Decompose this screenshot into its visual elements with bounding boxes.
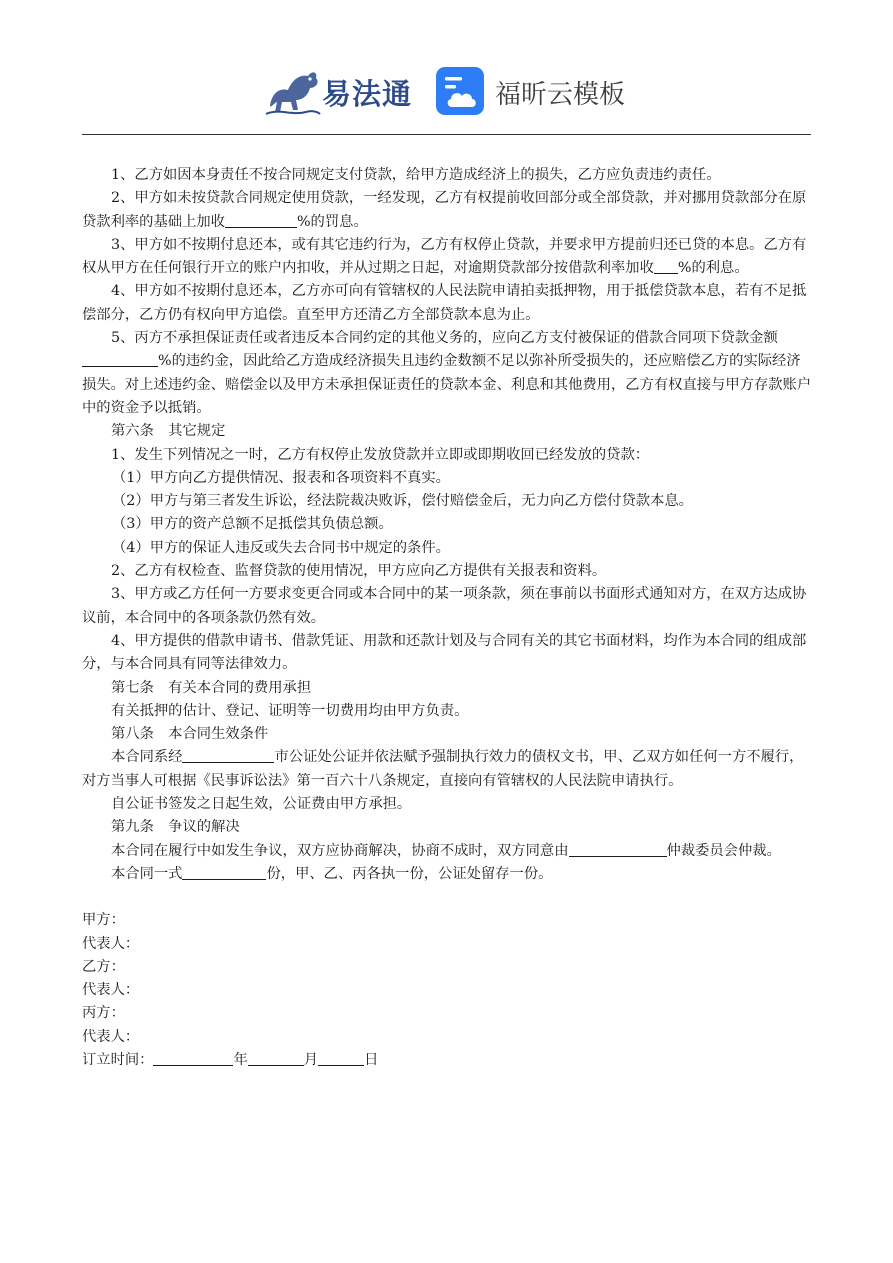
spacer	[82, 886, 812, 909]
clause-paragraph: 3、甲方或乙方任何一方要求变更合同或本合同中的某一项条款，须在事前以书面形式通知对方，在双方达成协议前，本合同中的各项条款仍然有效。	[82, 586, 807, 626]
article-heading: 第八条 本合同生效条件	[111, 726, 269, 743]
signature-party-a: 甲方：	[82, 912, 125, 929]
clause-list-item: （4）甲方的保证人违反或失去合同书中规定的条件。	[112, 539, 450, 556]
signature-party-b: 乙方：	[82, 958, 125, 975]
article-heading: 第七条 有关本合同的费用承担	[111, 679, 312, 696]
clause-paragraph: 自公证书签发之日起生效，公证费由甲方承担。	[111, 796, 412, 813]
article-heading: 第六条 其它规定	[111, 423, 226, 440]
fill-in-blank	[82, 351, 158, 367]
yifatong-logo	[262, 62, 412, 118]
clause-paragraph: 5、丙方不承担保证责任或者违反本合同约定的其他义务的，应向乙方支付被保证的借款合同项下贷款金额%的违约金，因此给乙方造成经济损失且违约金数额不足以弥补所受损失的，还应赔偿乙方的实际经济损失。对上述违约金、赔偿金以及甲方未承担保证责任的贷款本金、利息和其他费用，乙方有权直接与甲方存款账户中的资金予以抵销。	[82, 330, 812, 416]
clause-paragraph: 本合同在履行中如发生争议，双方应协商解决，协商不成时，双方同意由 仲裁委员会仲裁。	[111, 842, 781, 859]
signature-party-c: 丙方：	[82, 1005, 125, 1022]
fill-in-blank	[569, 841, 667, 857]
contract-body	[82, 164, 812, 1072]
fill-in-blank	[225, 212, 297, 228]
clause-paragraph: 4、甲方如不按期付息还本，乙方亦可向有管辖权的人民法院申请拍卖抵押物，用于抵偿贷款本息，若有不足抵偿部分，乙方仍有权向甲方追偿。直至甲方还清乙方全部贷款本息为止。	[82, 283, 807, 323]
clause-paragraph: 3、甲方如不按期付息还本，或有其它违约行为，乙方有权停止贷款，并要求甲方提前归还已贷的本息。乙方有权从甲方在任何银行开立的账户内扣收，并从过期之日起，对逾期贷款部分按借款利率加收 %的利息。	[82, 236, 807, 277]
header-divider	[82, 134, 811, 135]
clause-list-item: （3）甲方的资产总额不足抵偿其负债总额。	[112, 516, 393, 533]
page-header	[0, 0, 893, 134]
clause-paragraph: 本合同系经 市公证处公证并依法赋予强制执行效力的债权文书，甲、乙双方如任何一方不履行，对方当事人可根据《民事诉讼法》第一百六十八条规定，直接向有管辖权的人民法院申请执行。	[82, 749, 804, 789]
fill-in-blank	[318, 1050, 364, 1066]
clause-paragraph: 4、甲方提供的借款申请书、借款凭证、用款和还款计划及与合同有关的其它书面材料，均作为本合同的组成部分，与本合同具有同等法律效力。	[82, 632, 807, 673]
fill-in-blank	[182, 864, 266, 880]
article-heading: 第九条 争议的解决	[111, 819, 240, 836]
fill-in-blank	[153, 1050, 233, 1066]
clause-paragraph: 本合同一式 份，甲、乙、丙各执一份，公证处留存一份。	[111, 865, 553, 882]
clause-paragraph: 2、甲方如未按贷款合同规定使用贷款，一经发现，乙方有权提前收回部分或全部贷款，并对挪用贷款部分在原贷款利率的基础上加收 %的罚息。	[82, 190, 807, 230]
clause-paragraph: 1、发生下列情况之一时，乙方有权停止发放贷款并立即或即期收回已经发放的贷款：	[111, 446, 650, 463]
yifatong-logo-text: 易法通	[322, 77, 413, 111]
clause-paragraph: 1、乙方如因本身责任不按合同规定支付贷款，给甲方造成经济上的损失，乙方应负责违约责任。	[111, 167, 721, 183]
fill-in-blank	[654, 258, 678, 274]
clause-paragraph: 2、乙方有权检查、监督贷款的使用情况，甲方应向乙方提供有关报表和资料。	[111, 563, 607, 580]
signature-rep-a: 代表人：	[82, 935, 140, 952]
fill-in-blank	[248, 1050, 304, 1066]
clause-list-item: （1）甲方向乙方提供情况、报表和各项资料不真实。	[112, 469, 450, 486]
signature-rep-b: 代表人：	[82, 982, 140, 999]
signing-date: 订立时间： 年 月 日	[82, 1051, 379, 1068]
signature-rep-c: 代表人：	[82, 1028, 140, 1045]
clause-paragraph: 有关抵押的估计、登记、证明等一切费用均由甲方负责。	[111, 702, 469, 719]
clause-list-item: （2）甲方与第三者发生诉讼，经法院裁决败诉，偿付赔偿金后，无力向乙方偿付贷款本息。	[112, 493, 693, 510]
qilin-logo-icon	[262, 62, 322, 118]
foxit-logo-text: 福昕云模板	[495, 80, 626, 110]
fill-in-blank	[182, 747, 274, 763]
cloud-document-icon	[435, 66, 485, 116]
